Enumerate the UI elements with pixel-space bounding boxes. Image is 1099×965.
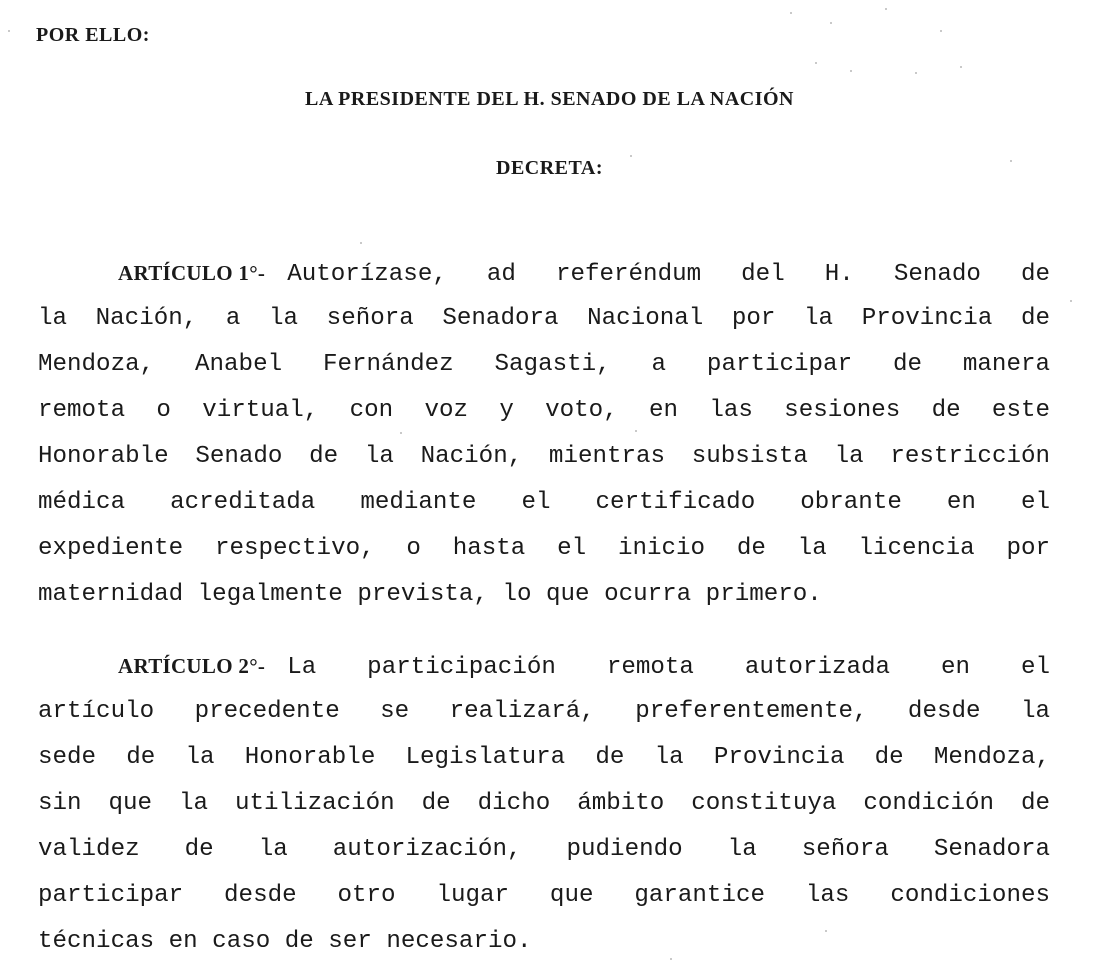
- article-line: sede de la Honorable Legislatura de la Provincia de Mendoza,: [38, 744, 1050, 771]
- scan-speck: [360, 242, 362, 244]
- scan-speck: [635, 430, 637, 432]
- scan-speck: [940, 30, 942, 32]
- article-line-text: La participación remota autorizada en el: [287, 654, 1050, 681]
- article-line: la Nación, a la señora Senadora Nacional por la Provincia de: [38, 305, 1050, 332]
- article-1: [38, 250, 1050, 618]
- scan-speck: [790, 12, 792, 14]
- article-line: sin que la utilización de dicho ámbito constituya condición de: [38, 790, 1050, 817]
- article-line: artículo precedente se realizará, preferentemente, desde la: [38, 698, 1050, 725]
- scan-speck: [1010, 160, 1012, 162]
- article-line: [38, 250, 1050, 296]
- article-line-text: Autorízase, ad referéndum del H. Senado de: [287, 261, 1050, 288]
- scan-speck: [915, 72, 917, 74]
- article-line: validez de la autorización, pudiendo la señora Senadora: [38, 836, 1050, 863]
- scan-speck: [850, 70, 852, 72]
- article-title: ARTÍCULO 2°-: [118, 654, 266, 678]
- article-line: remota o virtual, con voz y voto, en las sesiones de este: [38, 397, 1050, 424]
- scan-speck: [815, 62, 817, 64]
- article-line: [38, 643, 1050, 689]
- article-line: técnicas en caso de ser necesario.: [38, 928, 532, 955]
- scan-speck: [830, 22, 832, 24]
- scan-speck: [8, 30, 10, 32]
- scan-speck: [825, 930, 827, 932]
- scan-speck: [400, 432, 402, 434]
- decree-heading: DECRETA:: [496, 157, 603, 179]
- scan-speck: [885, 8, 887, 10]
- article-line: médica acreditada mediante el certificado obrante en el: [38, 489, 1050, 516]
- scan-speck: [630, 155, 632, 157]
- authority-heading: LA PRESIDENTE DEL H. SENADO DE LA NACIÓN: [305, 88, 794, 110]
- article-line: participar desde otro lugar que garantice las condiciones: [38, 882, 1050, 909]
- article-line: expediente respectivo, o hasta el inicio de la licencia por: [38, 535, 1050, 562]
- article-2: [38, 643, 1050, 965]
- scan-speck: [960, 66, 962, 68]
- scan-speck: [670, 958, 672, 960]
- opening-heading: POR ELLO:: [36, 24, 150, 46]
- article-line: Mendoza, Anabel Fernández Sagasti, a participar de manera: [38, 351, 1050, 378]
- article-title: ARTÍCULO 1°-: [118, 261, 266, 285]
- article-line: maternidad legalmente prevista, lo que ocurra primero.: [38, 581, 822, 608]
- article-line: Honorable Senado de la Nación, mientras subsista la restricción: [38, 443, 1050, 470]
- scan-speck: [1070, 300, 1072, 302]
